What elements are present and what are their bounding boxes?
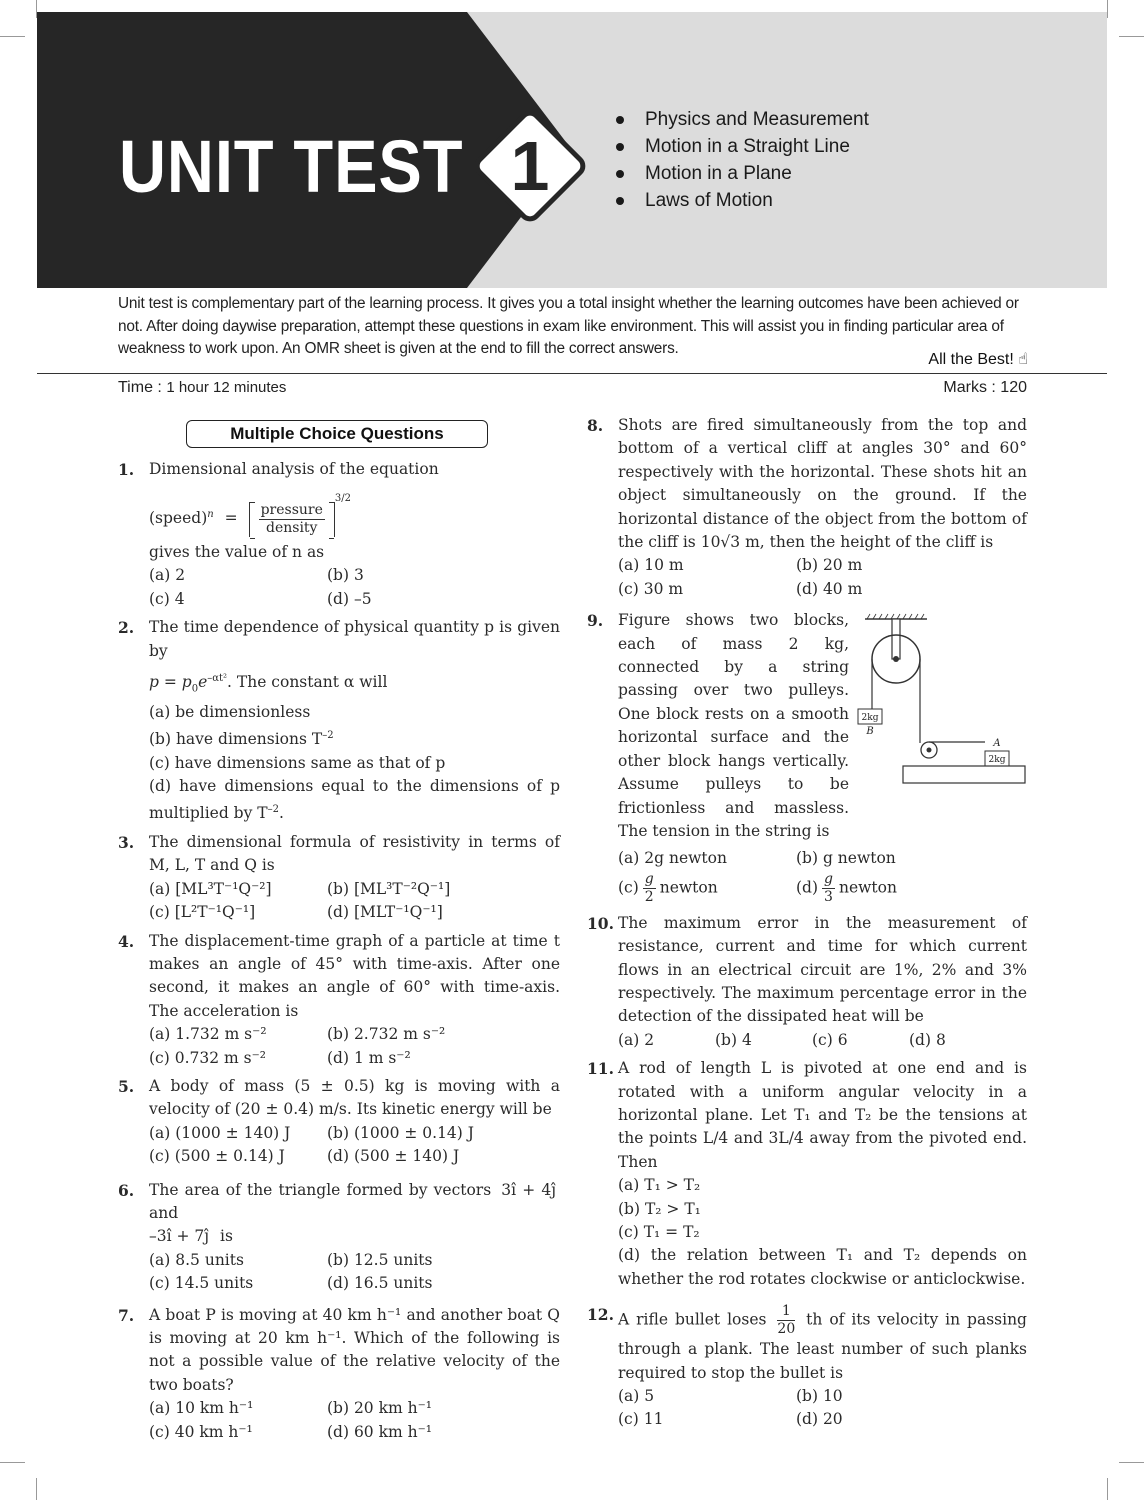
vector-2: –3î + 7ĵ — [149, 1227, 210, 1246]
question-7 — [118, 1304, 560, 1444]
question-3 — [118, 831, 560, 925]
options — [149, 878, 560, 925]
option-b[interactable]: (b) 20 m — [796, 556, 863, 575]
option-d-sup: –2 — [267, 804, 280, 816]
option-d[interactable]: (d) –5 — [327, 589, 372, 608]
question-1 — [118, 458, 560, 611]
label-a: A — [993, 738, 1001, 750]
formula-sub: 0 — [191, 683, 199, 695]
option-b[interactable]: (b) 3 — [327, 566, 364, 585]
block-b-label: 2kg — [861, 713, 879, 724]
stem-part: Shots are fired simultaneously from the top and bottom of a vertical cliff at angles 30° and 60° respectively with the horizontal. These shots hit an object simultaneously on the ground. If the horizontal distance of the object from the bottom of the cliff is — [618, 416, 1027, 552]
question-stem: The maximum error in the measurement of resistance, current and time for which current flows in an electrical circuit are 1%, 2% and 3% respectively. The maximum percentage error in the detection of the dissipated heat will be — [618, 913, 1027, 1026]
frac-denominator: 3 — [824, 888, 833, 905]
question-number: 10. — [587, 913, 614, 933]
question-stem — [149, 1179, 560, 1249]
unit-number: 1 — [510, 127, 550, 205]
option-b[interactable]: (b) g newton — [796, 849, 896, 868]
options — [618, 554, 1027, 601]
question-stem — [618, 414, 1027, 554]
option-c[interactable]: (c) 14.5 units — [149, 1274, 254, 1293]
option-a[interactable]: (a) [ML³T⁻¹Q⁻²] — [149, 879, 272, 898]
side-pulley-axle — [927, 748, 932, 753]
unit-test-title: UNIT TEST — [119, 125, 464, 208]
option-b[interactable]: (b) (1000 ± 0.14) J — [327, 1123, 474, 1142]
option-c[interactable]: (c) 11 — [618, 1410, 664, 1429]
option-b[interactable]: (b) 10 — [796, 1387, 843, 1406]
unit-number-badge — [464, 100, 596, 232]
option-c[interactable]: (c) (500 ± 0.14) J — [149, 1147, 285, 1166]
frac-numerator: pressure — [260, 501, 323, 518]
eq-lhs: (speed) — [149, 509, 208, 528]
options — [618, 1174, 1027, 1291]
options — [618, 847, 1027, 905]
opt-prefix: (c) — [618, 878, 639, 897]
option-d[interactable]: (d) 8 — [909, 1030, 946, 1049]
options — [149, 564, 560, 611]
option-c[interactable]: (c) [L²T⁻¹Q⁻¹] — [149, 903, 256, 922]
pointing-hand-icon: ☝ — [1018, 349, 1028, 368]
opt-unit: newton — [659, 878, 718, 897]
option-b-sup: –2 — [322, 730, 334, 741]
crop-mark — [1107, 1478, 1108, 1500]
intro-paragraph — [118, 293, 1030, 368]
crop-mark — [0, 36, 25, 37]
option-a[interactable]: (a) be dimensionless — [149, 702, 311, 721]
option-d[interactable]: (d) have dimensions equal to the dimensions of p multiplied by $T^{-2}$. — [149, 776, 560, 823]
pulley-support — [892, 619, 900, 659]
frac-denominator: 2 — [644, 888, 654, 905]
question-8 — [587, 414, 1027, 601]
table-surface — [903, 766, 1025, 783]
question-number: 6. — [118, 1180, 135, 1200]
option-b[interactable] — [149, 724, 560, 752]
option-d[interactable] — [796, 871, 1027, 906]
topic-list — [615, 106, 869, 214]
fraction — [777, 1303, 795, 1338]
option-d-text: (d) have dimensions equal to the dimensions of p multiplied by T — [149, 776, 560, 823]
divider — [37, 373, 1107, 374]
option-a[interactable]: (a) T₁ > T₂ — [618, 1176, 701, 1195]
option-c[interactable]: (c) 6 — [812, 1030, 848, 1049]
options — [149, 1397, 560, 1444]
question-stem: Dimensional analysis of the equation — [149, 460, 439, 478]
question-10 — [587, 912, 1027, 1052]
unit-banner — [37, 12, 1107, 288]
question-stem: A rod of length L is pivoted at one end and is rotated with a uniform angular velocity in a horizontal plane. Let T₁ and T₂ be the tensions at the points L/4 and 3L/4 away from the pivoted end. Then — [618, 1059, 1027, 1171]
frac-denominator: density — [266, 519, 318, 536]
topic-item: Motion in a Straight Line — [615, 133, 869, 160]
question-number: 1. — [118, 460, 135, 479]
crop-mark — [36, 1478, 37, 1500]
formula-e: e — [198, 673, 208, 692]
label-b: B — [866, 726, 874, 738]
option-a[interactable]: (a) 2 — [149, 566, 186, 585]
frac-numerator: g — [644, 870, 654, 887]
topic-item: Physics and Measurement — [615, 106, 869, 133]
option-c[interactable]: (c) T₁ = T₂ — [618, 1223, 700, 1241]
bracket — [249, 502, 335, 537]
stem-part: is — [220, 1227, 233, 1246]
fraction — [259, 502, 325, 537]
left-column — [118, 414, 560, 1449]
option-a[interactable]: (a) 8.5 units — [149, 1250, 244, 1269]
question-stem: The displacement-time graph of a particle at time t makes an angle of 45° with time-axis. After one second, it makes an angle of 60° with time-axis. The acceleration is — [149, 931, 560, 1020]
option-b[interactable]: (b) 12.5 units — [327, 1250, 433, 1269]
marks-info — [943, 379, 1027, 397]
question-stem: Figure shows two blocks, each of mass 2 kg, connected by a string passing over two pulleys. One block rests on a smooth horizontal surface and the other block hangs vertically. Assume pulleys to be frictionless and massless. The tension in the string is — [618, 611, 849, 840]
option-d[interactable]: (d) the relation between T₁ and T₂ depends on whether the rod rotates clockwise or anticlockwise. — [618, 1246, 1027, 1288]
option-d[interactable]: (d) 16.5 units — [327, 1274, 433, 1293]
option-b[interactable]: (b) 4 — [715, 1030, 752, 1049]
crop-mark — [0, 1462, 25, 1463]
option-d[interactable]: (d) 1 m s⁻² — [327, 1048, 411, 1067]
vector-1: 3î + 4ĵ — [501, 1180, 556, 1199]
option-c[interactable]: (c) 30 m — [618, 579, 684, 598]
topic-item: Laws of Motion — [615, 187, 869, 214]
option-c[interactable]: (c) 4 — [149, 589, 185, 608]
options — [149, 1023, 560, 1070]
options — [149, 701, 560, 826]
question-number: 2. — [118, 618, 135, 638]
option-c[interactable] — [618, 871, 796, 906]
option-a[interactable]: (a) 2g newton — [618, 849, 727, 868]
block-a-label: 2kg — [988, 755, 1006, 766]
option-d[interactable]: (d) (500 ± 140) J — [327, 1147, 460, 1166]
eq-equals: = — [224, 509, 238, 528]
stem-part: th of its velocity in passing through a plank. The least number of such planks required to stop the bullet is — [618, 1310, 1027, 1382]
option-a[interactable]: (a) 10 m — [618, 556, 684, 575]
formula — [149, 667, 560, 701]
pulley-figure — [855, 613, 1027, 785]
wish-text: All the Best! — [928, 351, 1014, 368]
question-number: 7. — [118, 1305, 135, 1325]
question-number: 9. — [587, 611, 604, 631]
question-stem — [618, 1303, 1027, 1385]
option-c[interactable]: (c) 0.732 m s⁻² — [149, 1048, 266, 1067]
option-d[interactable]: (d) 60 km h⁻¹ — [327, 1422, 432, 1441]
options — [618, 1029, 1027, 1052]
frac-denominator: 20 — [777, 1321, 796, 1338]
question-4 — [118, 930, 560, 1070]
question-number: 8. — [587, 416, 604, 435]
question-number: 12. — [587, 1305, 614, 1325]
time-label: Time : — [118, 379, 162, 396]
stem-part: A rifle bullet loses — [618, 1310, 767, 1329]
equation — [149, 487, 560, 537]
option-a[interactable]: (a) 5 — [618, 1387, 655, 1406]
option-d[interactable]: (d) 40 m — [796, 579, 863, 598]
all-the-best — [928, 348, 1028, 372]
options — [149, 1249, 560, 1296]
stem-part: The area of the triangle formed by vectors — [149, 1180, 492, 1199]
question-5 — [118, 1075, 560, 1169]
option-b[interactable]: (b) 20 km h⁻¹ — [327, 1399, 432, 1418]
option-a[interactable]: (a) 2 — [618, 1030, 655, 1049]
option-d[interactable]: (d) [MLT⁻¹Q⁻¹] — [327, 903, 443, 922]
fraction — [822, 871, 835, 906]
right-column — [587, 414, 1027, 1437]
question-tail: gives the value of n as — [149, 542, 325, 561]
crop-mark — [1119, 36, 1144, 37]
formula-lhs: p = p — [149, 673, 192, 692]
frac-numerator: g — [824, 870, 833, 887]
time-info — [118, 379, 286, 397]
crop-mark — [1107, 0, 1108, 18]
crop-mark — [1119, 1462, 1144, 1463]
question-12 — [587, 1303, 1027, 1432]
question-number: 5. — [118, 1077, 135, 1096]
option-b[interactable]: (b) T₂ > T₁ — [618, 1199, 701, 1218]
topic-item: Motion in a Plane — [615, 160, 869, 187]
question-number: 11. — [587, 1059, 614, 1079]
pulley-axle — [893, 656, 899, 662]
option-c[interactable]: (c) 40 km h⁻¹ — [149, 1422, 253, 1441]
question-stem: The dimensional formula of resistivity in terms of M, L, T and Q is — [149, 832, 560, 875]
question-number: 3. — [118, 832, 135, 852]
intro-text: Unit test is complementary part of the learning process. It gives you a total insight whether the learning outcomes have been achieved or not. After doing daywise preparation, attempt these questions in exam like environment. This will assist you in finding particular area of weakness to work upon. An OMR sheet is given at the end to fill the correct answers. — [118, 295, 1019, 357]
option-b-text: (b) have dimensions T — [149, 730, 323, 749]
formula-tail: . The constant α will — [227, 673, 388, 692]
question-6 — [118, 1179, 560, 1296]
fraction — [643, 871, 656, 906]
option-a[interactable]: (a) (1000 ± 140) J — [149, 1123, 291, 1142]
option-b[interactable]: (b) 2.732 m s⁻² — [327, 1025, 446, 1044]
question-2 — [118, 616, 560, 826]
question-11 — [587, 1057, 1027, 1291]
stem-part: , then the height of the cliff is — [759, 533, 994, 552]
question-number: 4. — [118, 931, 135, 951]
question-9 — [587, 609, 1027, 905]
section-header: Multiple Choice Questions — [186, 420, 488, 448]
option-b[interactable]: (b) [ML³T⁻²Q⁻¹] — [327, 879, 451, 898]
opt-unit: newton — [839, 878, 897, 897]
question-stem: The time dependence of physical quantity p is given by — [149, 618, 560, 660]
frac-numerator: 1 — [777, 1303, 795, 1321]
formula-exponent: –αt² — [207, 672, 228, 684]
marks-value: 120 — [1000, 379, 1027, 396]
time-value: 1 hour 12 minutes — [166, 379, 287, 396]
question-stem: A boat P is moving at 40 km h⁻¹ and another boat Q is moving at 20 km h⁻¹. Which of the following is not a possible value of the relative velocity of the two boats? — [149, 1305, 560, 1394]
option-a[interactable]: (a) 1.732 m s⁻² — [149, 1025, 267, 1044]
option-a[interactable]: (a) 10 km h⁻¹ — [149, 1399, 254, 1418]
marks-label: Marks : — [943, 379, 996, 396]
stem-part: and — [149, 1204, 179, 1223]
option-c[interactable]: (c) have dimensions same as that of p — [149, 753, 446, 772]
distance-value: 10√3 m — [700, 533, 760, 552]
option-d[interactable]: (d) 20 — [796, 1410, 843, 1429]
eq-exponent: n — [207, 509, 214, 521]
options — [149, 1122, 560, 1169]
options — [618, 1385, 1027, 1432]
question-stem: A body of mass (5 ± 0.5) kg is moving with a velocity of (20 ± 0.4) m/s. Its kinetic energy will be — [149, 1077, 560, 1119]
opt-prefix: (d) — [796, 878, 819, 897]
eq-power: 3/2 — [334, 493, 351, 505]
